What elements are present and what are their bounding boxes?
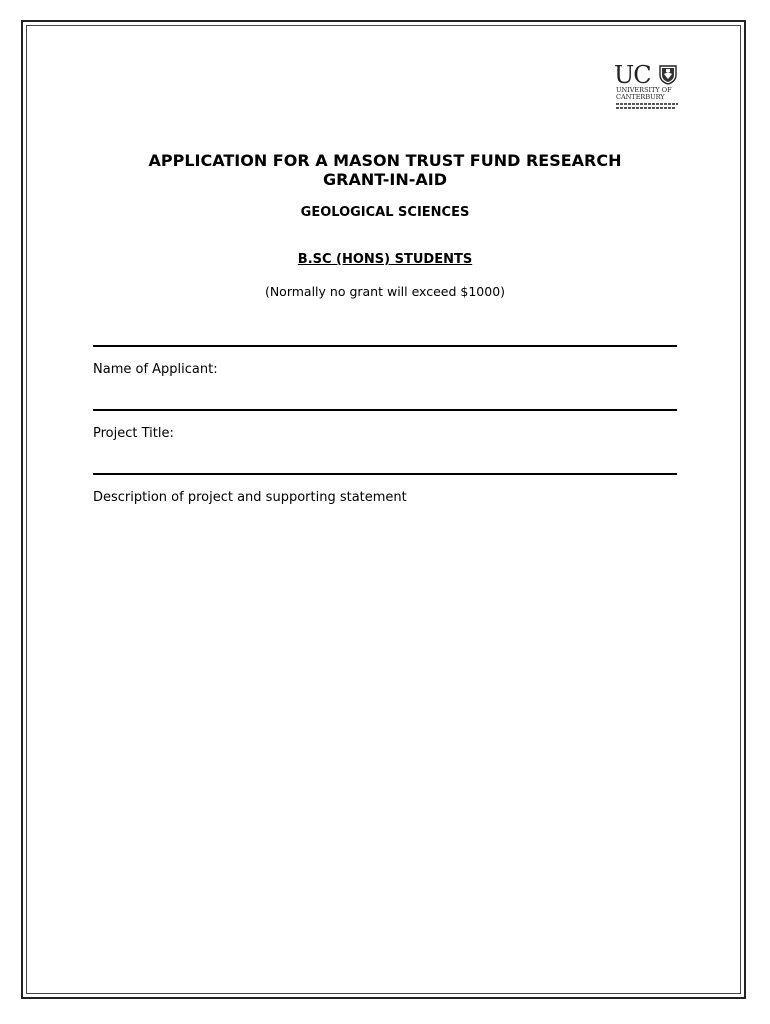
divider — [93, 473, 677, 475]
title-line-2: GRANT-IN-AID — [322, 170, 448, 189]
divider — [93, 409, 677, 411]
applicant-name-field[interactable]: Name of Applicant: — [93, 362, 218, 377]
crest-icon — [659, 65, 677, 85]
title-line-1: APPLICATION FOR A MASON TRUST FUND RESEARCH — [148, 151, 622, 170]
logo-mark: UC — [614, 61, 651, 89]
logo-tagline — [616, 103, 678, 105]
description-field[interactable]: Description of project and supporting statement — [93, 490, 407, 505]
divider — [93, 345, 677, 347]
university-logo — [614, 63, 680, 113]
department-heading: GEOLOGICAL SCIENCES — [300, 205, 470, 220]
project-title-field[interactable]: Project Title: — [93, 426, 174, 441]
logo-text-university: UNIVERSITY OF — [616, 86, 672, 94]
logo-text-canterbury: CANTERBURY — [616, 93, 665, 101]
audience-heading: B.SC (HONS) STUDENTS — [297, 252, 473, 267]
document-title — [60, 151, 710, 189]
logo-tagline — [616, 107, 676, 109]
grant-limit-note: (Normally no grant will exceed $1000) — [264, 284, 506, 299]
